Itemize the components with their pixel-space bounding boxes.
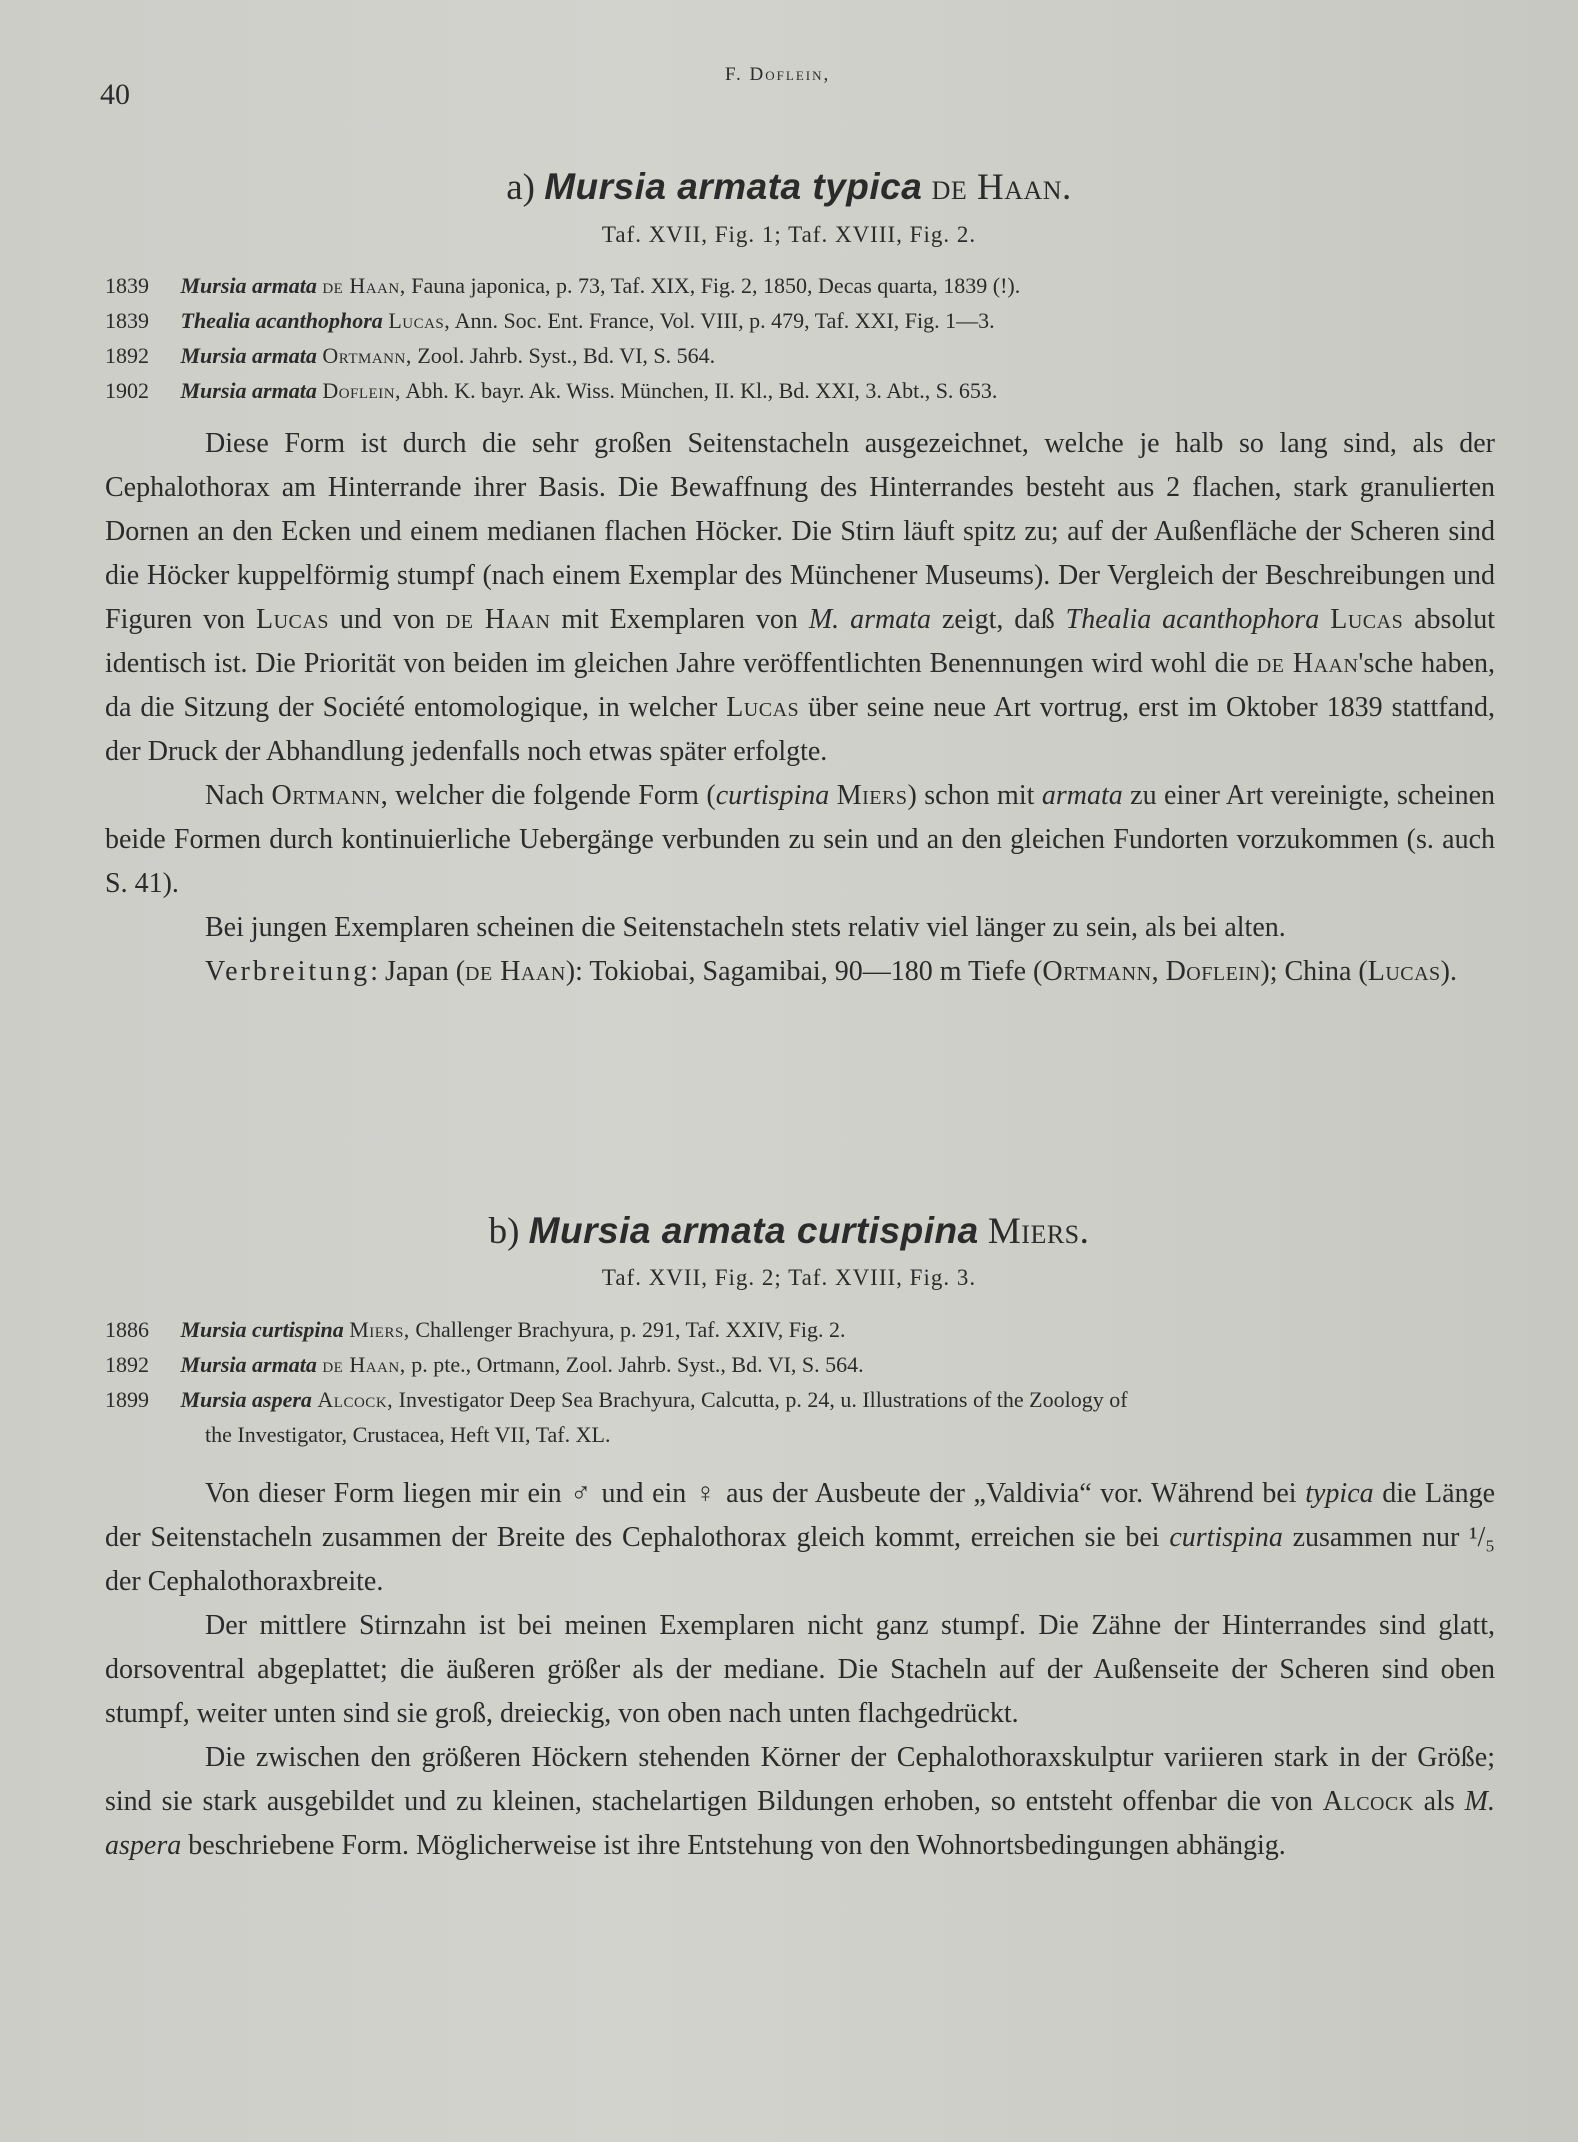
paragraph: Verbreitung: Japan (de Haan): Tokiobai, Sagamibai, 90—180 m Tiefe (Ortmann, Doflein); China (Lucas). bbox=[205, 956, 1457, 987]
section-a-body bbox=[105, 422, 1495, 994]
paragraph: Von dieser Form liegen mir ein ♂ und ein ♀ aus der Ausbeute der „Valdivia“ vor. Während bei typica die Länge der Seitenstacheln zusammen der Breite des Cephalothorax gleich kommt, erreichen sie bei curtispina zusammen nur ¹/₅ der Cephalothoraxbreite. bbox=[105, 1478, 1496, 1597]
running-head: F. Doflein, bbox=[725, 64, 831, 85]
section-b-author: Miers. bbox=[987, 1211, 1090, 1252]
paragraph: Die zwischen den größeren Höckern stehenden Körner der Cephalothoraxskulptur variieren stark in der Größe; sind sie stark ausgebildet und zu kleinen, stachelartigen Bildungen erhoben, so entsteht offenbar die von Alcock als M. aspera beschriebene Form. Möglicherweise ist ihre Entstehung von den Wohnortsbedingungen abhängig. bbox=[105, 1742, 1495, 1861]
section-a-species-name: Mursia armata typica bbox=[544, 166, 923, 207]
reference-entry: 1886 Mursia curtispina Miers, Challenger Brachyura, p. 291, Taf. XXIV, Fig. 2. bbox=[105, 1317, 846, 1342]
reference-entry: 1902 Mursia armata Doflein, Abh. K. bayr. Ak. Wiss. München, II. Kl., Bd. XXI, 3. Abt., S. 653. bbox=[105, 378, 998, 403]
paragraph: Bei jungen Exemplaren scheinen die Seitenstacheln stets relativ viel länger zu sein, als bei alten. bbox=[205, 912, 1286, 943]
section-a-plates: Taf. XVII, Fig. 1; Taf. XVIII, Fig. 2. bbox=[601, 222, 977, 247]
reference-entry: 1839 Mursia armata de Haan, Fauna japonica, p. 73, Taf. XIX, Fig. 2, 1850, Decas quarta, 1839 (!). bbox=[105, 273, 1021, 298]
reference-entry: 1839 Thealia acanthophora Lucas, Ann. Soc. Ent. France, Vol. VIII, p. 479, Taf. XXI, Fig. 1—3. bbox=[105, 308, 995, 333]
reference-entry: 1892 Mursia armata de Haan, p. pte., Ortmann, Zool. Jahrb. Syst., Bd. VI, S. 564. bbox=[105, 1352, 864, 1377]
paragraph: Diese Form ist durch die sehr großen Seitenstacheln ausgezeichnet, welche je halb so lang sind, als der Cephalothorax am Hinterrande ihrer Basis. Die Bewaffnung des Hinterrandes besteht aus 2 flachen, stark granulierten Dornen an den Ecken und einem medianen flachen Höcker. Die Stirn läuft spitz zu; auf der Außenfläche der Scheren sind die Höcker kuppelförmig stumpf (nach einem Exemplar des Münchener Museums). Der Vergleich der Beschreibungen und Figuren von Lucas und von de Haan mit Exemplaren von M. armata zeigt, daß Thealia acanthophora Lucas absolut identisch ist. Die Priorität von beiden im gleichen Jahre veröffentlichten Benennungen wird wohl die de Haan'sche haben, da die Sitzung der Société entomologique, in welcher Lucas über seine neue Art vortrug, erst im Oktober 1839 stattfand, der Druck der Abhandlung jedenfalls noch etwas später erfolgte. bbox=[105, 428, 1496, 767]
section-a-prefix: a) bbox=[506, 167, 535, 208]
paragraph: Nach Ortmann, welcher die folgende Form (curtispina Miers) schon mit armata zu einer Art vereinigte, scheinen beide Formen durch kontinuierliche Uebergänge verbunden zu sein und an den gleichen Fundorten vorzukommen (s. auch S. 41). bbox=[105, 780, 1496, 899]
section-a-references bbox=[105, 268, 1020, 408]
section-a-title bbox=[0, 166, 1578, 209]
section-b-prefix: b) bbox=[488, 1211, 520, 1252]
page-number: 40 bbox=[100, 78, 130, 111]
section-a-author: de Haan. bbox=[931, 167, 1072, 208]
section-b-species-name: Mursia armata curtispina bbox=[528, 1210, 979, 1251]
section-b-body bbox=[105, 1472, 1495, 1868]
reference-entry: 1892 Mursia armata Ortmann, Zool. Jahrb. Syst., Bd. VI, S. 564. bbox=[105, 343, 716, 368]
reference-entry: 1899 Mursia aspera Alcock, Investigator Deep Sea Brachyura, Calcutta, p. 24, u. Illustrations of the Zoology of the Investigator, Crustacea, Heft VII, Taf. XL. bbox=[105, 1382, 1505, 1452]
section-b-plates: Taf. XVII, Fig. 2; Taf. XVIII, Fig. 3. bbox=[601, 1265, 977, 1290]
section-b-title bbox=[0, 1210, 1578, 1253]
section-b-references bbox=[105, 1312, 1505, 1452]
reference-continuation: the Investigator, Crustacea, Heft VII, Taf. XL. bbox=[205, 1422, 611, 1447]
paragraph: Der mittlere Stirnzahn ist bei meinen Exemplaren nicht ganz stumpf. Die Zähne der Hinterrandes sind glatt, dorsoventral abgeplattet; die äußeren größer als der mediane. Die Stacheln auf der Außenseite der Scheren sind oben stumpf, weiter unten sind sie groß, dreieckig, von oben nach unten flachgedrückt. bbox=[105, 1610, 1495, 1729]
